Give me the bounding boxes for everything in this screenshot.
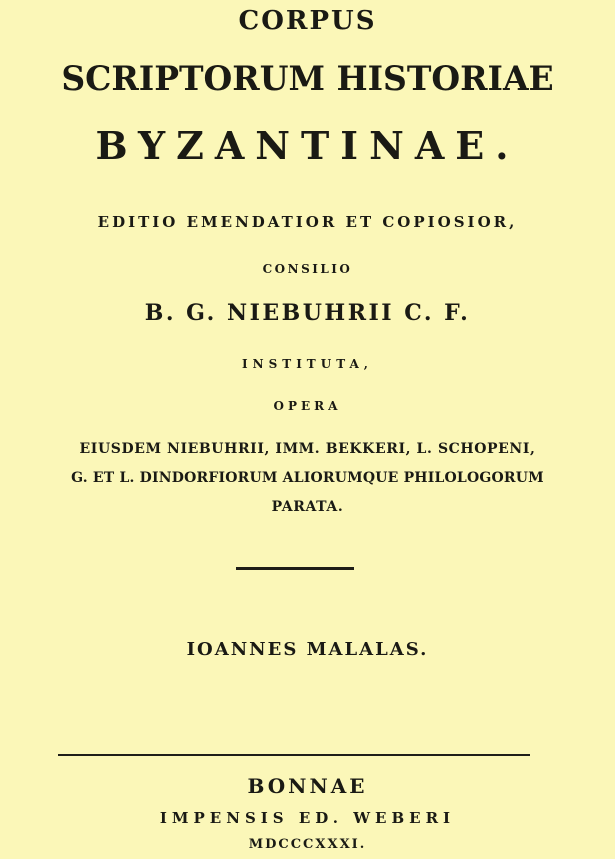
long-divider-rule	[58, 754, 530, 756]
consilio-label: CONSILIO	[262, 262, 353, 276]
edition-statement: EDITIO EMENDATIOR ET COPIOSIOR,	[97, 213, 518, 231]
imprint-year: MDCCCXXXI.	[248, 837, 367, 852]
series-title-line: SCRIPTORUM HISTORIAE	[61, 59, 554, 99]
imprint-place: BONNAE	[247, 774, 368, 798]
parata-label: PARATA.	[271, 499, 344, 515]
editors-line-2: G. ET L. DINDORFIORUM ALIORUMQUE PHILOLOGORUM	[71, 470, 544, 486]
short-divider-rule	[236, 567, 354, 570]
founder-name: B. G. NIEBUHRII C. F.	[144, 300, 471, 326]
series-title-byzantinae: BYZANTINAE.	[95, 123, 520, 168]
volume-author: IOANNES MALALAS.	[186, 639, 429, 660]
imprint-publisher: IMPENSIS ED. WEBERI	[159, 809, 456, 827]
editors-line-1: EIUSDEM NIEBUHRII, IMM. BEKKERI, L. SCHOPENI,	[79, 441, 536, 457]
series-word-corpus: CORPUS	[238, 6, 377, 36]
opera-label: OPERA	[273, 399, 342, 413]
instituta-label: INSTITUTA,	[242, 357, 373, 371]
